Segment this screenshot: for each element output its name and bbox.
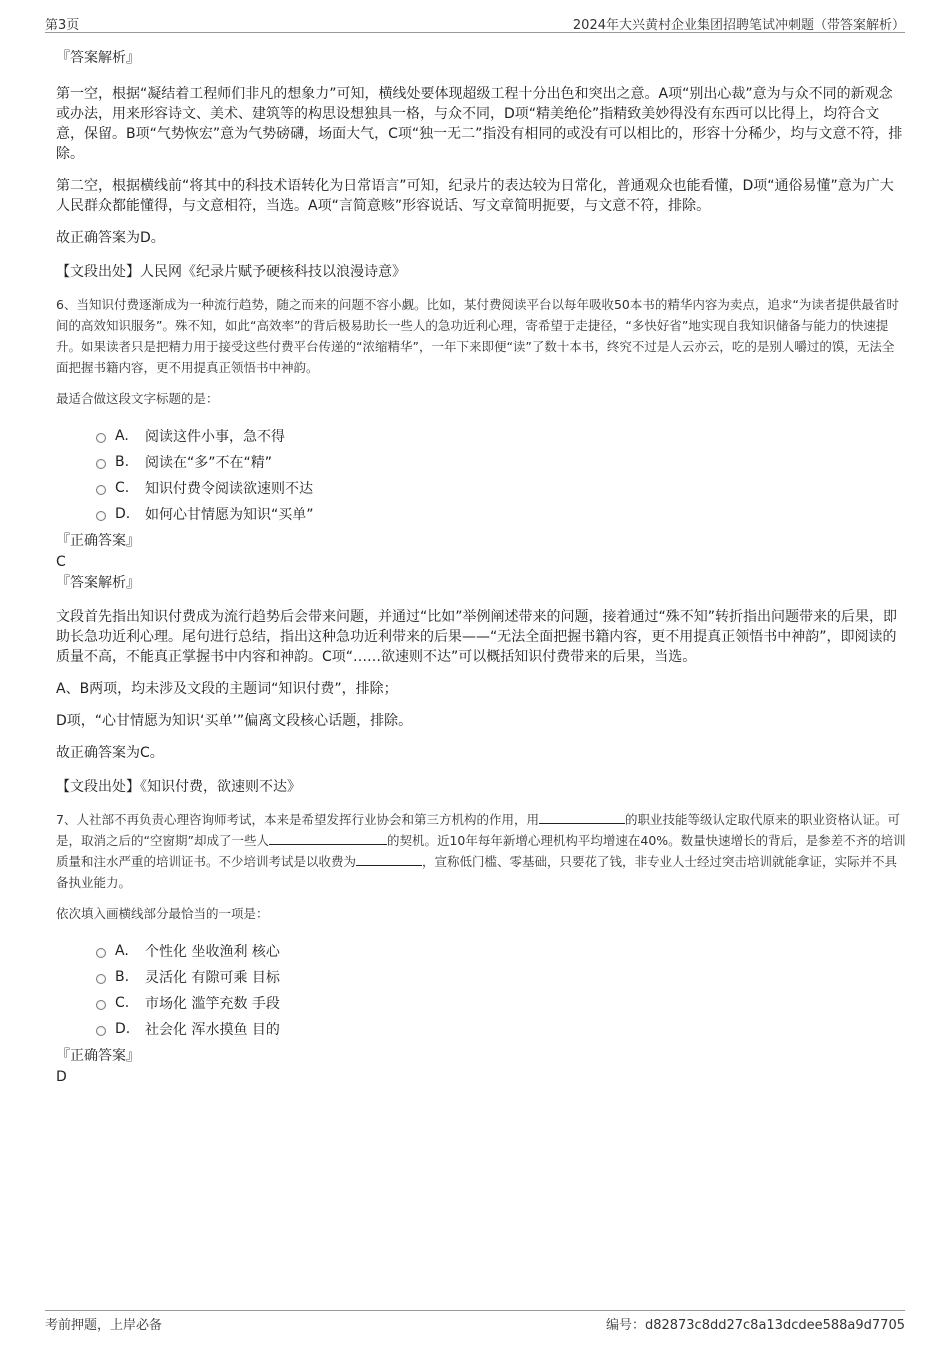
q6-analysis-para2: A、B两项，均未涉及文段的主题词“知识付费”，排除； — [56, 681, 398, 697]
q6-analysis-tag: 『答案解析』 — [56, 575, 140, 591]
q7-correct-tag: 『正确答案』 — [56, 1048, 140, 1064]
q7-options — [96, 938, 906, 1042]
q7-prompt: 依次填入画横线部分最恰当的一项是： — [56, 906, 269, 921]
document-title: 2024年大兴黄村企业集团招聘笔试冲刺题（带答案解析） — [572, 18, 905, 33]
q6-source: 【文段出处】《知识付费，欲速则不达》 — [56, 779, 301, 795]
q6-stem: 6、当知识付费逐渐成为一种流行趋势，随之而来的问题不容小觑。比如，某付费阅读平台以每年吸收50本书的精华内容为卖点，追求“为读者提供最省时间的高效知识服务”。殊不知，如此“高效率”的背后极易助长一些人的急功近利心理，寄希望于走捷径，“多快好省”地实现自我知识储备与能力的快速提升。如果读者只是把精力用于接受这些付费平台传递的“浓缩精华”，一年下来即便“读”了数十本书，终究不过是人云亦云，吃的是别人嚼过的馍，无法全面把握书籍内容，更不用提真正领悟书中神韵。 — [56, 297, 899, 375]
q7-answer: D — [56, 1069, 67, 1085]
q5-analysis-para1: 第一空，根据“凝结着工程师们非凡的想象力”可知，横线处要体现超级工程十分出色和突出之意。A项“别出心裁”意为与众不同的新观念或办法，用来形容诗文、美术、建筑等的构思设想独具一格，与众不同，D项“精美绝伦”指精致美妙得没有东西可以比得上，均符合文意，保留。B项“气势恢宏”意为气势磅礴，场面大气，C项“独一无二”指没有相同的或没有可以相比的，形容十分稀少，均与文意不符，排除。 — [56, 86, 903, 162]
q6-option-b[interactable]: B. 阅读在“多”不在“精” — [96, 449, 906, 475]
radio-icon[interactable] — [96, 433, 106, 443]
q6-prompt: 最适合做这段文字标题的是： — [56, 391, 219, 406]
blank-1 — [539, 811, 625, 824]
q6-options — [96, 423, 906, 527]
q5-conclusion: 故正确答案为D。 — [56, 230, 165, 246]
blank-2 — [269, 832, 387, 845]
q6-option-a[interactable]: A. 阅读这件小事，急不得 — [96, 423, 906, 449]
document-content — [56, 44, 906, 1086]
q7-stem: 7、人社部不再负责心理咨询师考试，本来是希望发挥行业协会和第三方机构的作用，用 的职业技能等级认定取代原来的职业资格认证。可是，取消之后的“空窗期”却成了一些人 的契机。近10年每年新增心理机构平均增速在40%。数量快速增长的背后，是参差不齐的培训质量和注水严重的培训证书。不少培训考试是以收费为 ，宣称低门槛、零基础，只要花了钱，非专业人士经过突击培训就能拿证，实际并不具备执业能力。 — [56, 812, 906, 890]
q7-option-a[interactable]: A. 个性化 坐收渔利 核心 — [96, 938, 906, 964]
q6-option-c[interactable]: C. 知识付费令阅读欲速则不达 — [96, 475, 906, 501]
page-header — [45, 12, 905, 33]
q5-analysis-para2: 第二空，根据横线前“将其中的科技术语转化为日常语言”可知，纪录片的表达较为日常化，普通观众也能看懂，D项“通俗易懂”意为广大人民群众都能懂得，与文意相符，当选。A项“言简意赅”形容说话、写文章简明扼要，与文意不符，排除。 — [56, 178, 894, 214]
q7-option-d[interactable]: D. 社会化 浑水摸鱼 目的 — [96, 1016, 906, 1042]
blank-3 — [356, 853, 422, 866]
radio-icon[interactable] — [96, 459, 106, 469]
q6-analysis-para1: 文段首先指出知识付费成为流行趋势后会带来问题，并通过“比如”举例阐述带来的问题，接着通过“殊不知”转折指出问题带来的后果，即助长急功近利心理。尾句进行总结，指出这种急功近利带来的后果——“无法全面把握书籍内容，更不用提真正领悟书中神韵”，即阅读的质量不高，不能真正掌握书中内容和神韵。C项“……欲速则不达”可以概括知识付费带来的后果，当选。 — [56, 609, 898, 665]
radio-icon[interactable] — [96, 1000, 106, 1010]
q6-correct-tag: 『正确答案』 — [56, 533, 140, 549]
footer-slogan: 考前押题，上岸必备 — [45, 1318, 163, 1333]
q7-option-b[interactable]: B. 灵活化 有隙可乘 目标 — [96, 964, 906, 990]
radio-icon[interactable] — [96, 485, 106, 495]
q6-answer: C — [56, 554, 66, 570]
q7-option-c[interactable]: C. 市场化 滥竽充数 手段 — [96, 990, 906, 1016]
q5-analysis-tag: 『答案解析』 — [56, 50, 140, 66]
q6-analysis-para3: D项，“心甘情愿为知识‘买单’”偏离文段核心话题，排除。 — [56, 713, 413, 729]
radio-icon[interactable] — [96, 511, 106, 521]
q6-option-d[interactable]: D. 如何心甘情愿为知识“买单” — [96, 501, 906, 527]
page-number: 第3页 — [45, 18, 80, 33]
radio-icon[interactable] — [96, 948, 106, 958]
radio-icon[interactable] — [96, 1026, 106, 1036]
page-footer — [45, 1310, 905, 1333]
radio-icon[interactable] — [96, 974, 106, 984]
document-id: 编号：d82873c8dd27c8a13dcdee588a9d7705 — [605, 1318, 905, 1333]
q6-conclusion: 故正确答案为C。 — [56, 745, 164, 761]
q5-source: 【文段出处】人民网《纪录片赋予硬核科技以浪漫诗意》 — [56, 264, 406, 280]
